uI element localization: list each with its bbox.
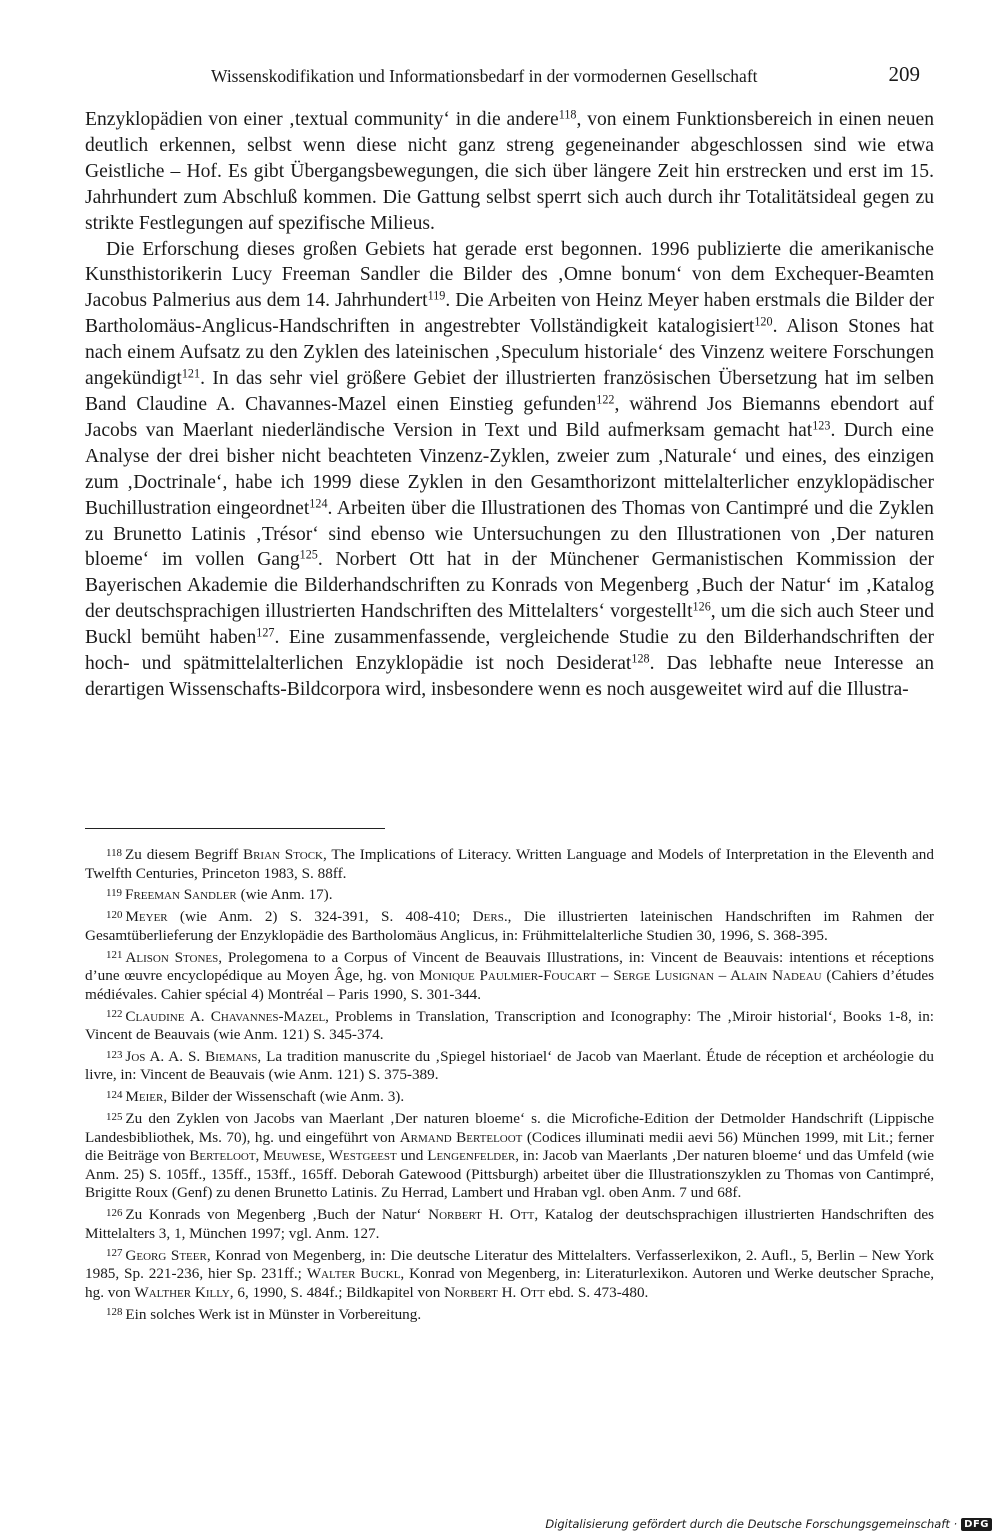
footnote-number: 120 <box>106 908 123 921</box>
author-name: Walter Buckl <box>306 1265 401 1283</box>
footnote-number: 121 <box>106 949 123 962</box>
text-run: , von einem Funktionsbereich in einen neuen deutlich erkennen, selbst wenn diese nicht ganz streng gegeneinander abgeschlossen sind wie etwa Geistliche – Hof. Es gibt Übergangsbewegungen, die sich über längere Zeit hin erstrecken und erst im 15. Jahrhundert zum Abschluß kommen. Die Gattung selbst sperrt sich auch durch ihr Totalitätsideal gegen zu strikte Festlegungen auf spezifische Milieus. <box>85 109 935 234</box>
text-run: Zu Konrads von Megenberg ‚Buch der Natur‘ <box>125 1206 429 1224</box>
footnote-128 <box>85 1306 934 1325</box>
footnote-119 <box>85 886 934 905</box>
footnote-ref[interactable]: 122 <box>596 392 615 407</box>
author-name: Brian Stock <box>242 846 323 863</box>
footnote-127 <box>85 1247 934 1303</box>
footnote-number: 119 <box>106 887 123 900</box>
author-name: Jos A. A. S. Biemans <box>125 1047 258 1065</box>
author-name: Lengenfelder <box>427 1147 516 1165</box>
main-text <box>85 107 934 703</box>
footnote-120 <box>85 908 934 945</box>
footnote-ref[interactable]: 120 <box>754 314 773 329</box>
text-run: Zu diesem Begriff <box>125 846 243 863</box>
text-run: , Problems in Translation, Transcription and Iconography: The ‚Miroir historial‘, Books 1-8, in: Vincent de Beauvais (wie Anm. 121) S. 345-374. <box>85 1007 935 1044</box>
text-run: . Eine zusammenfassende, vergleichende Studie zu den Bilderhandschriften der hoch- und spätmittelalterlichen Enzyklopädie ist noch Desiderat <box>85 627 934 675</box>
author-name: Monique Paulmier-Foucart – Serge Lusignan – Alain Nadeau <box>419 967 822 985</box>
page-number: 209 <box>888 62 920 86</box>
text-run: , Bilder der Wissenschaft (wie Anm. 3). <box>163 1088 405 1106</box>
footnote-ref[interactable]: 126 <box>692 599 711 614</box>
footnote-ref[interactable]: 121 <box>181 366 201 381</box>
text-run: ebd. S. 473-480. <box>544 1283 649 1301</box>
text-run: , Konrad von Megenberg, in: Literaturlexikon. Autoren und Werke deutscher Sprache, hg. von <box>85 1265 934 1301</box>
author-name: Georg Steer <box>125 1246 207 1264</box>
footnote-number: 128 <box>106 1306 123 1319</box>
footnote-126 <box>85 1206 934 1243</box>
footnote-124 <box>85 1088 934 1107</box>
footnote-ref[interactable]: 124 <box>309 495 328 510</box>
text-run: , Prolegomena to a Corpus of Vincent de Beauvais Illustrations, in: Vincent de Beauvais: intentions et réceptions d’une œuvre encyclopédique au Moyen Âge, hg. von <box>85 948 934 985</box>
footnote-number: 123 <box>106 1048 123 1061</box>
text-run: . Die Arbeiten von Heinz Meyer haben erstmals die Bilder der Bartholomäus-Anglicus-Handschriften in angestrebter Vollständigkeit katalogisiert <box>85 290 934 338</box>
author-name: Norbert H. Ott <box>428 1206 535 1224</box>
footnote-ref[interactable]: 127 <box>256 625 275 640</box>
footnote-122 <box>85 1008 934 1045</box>
footnotes <box>85 846 934 1327</box>
footnote-ref[interactable]: 118 <box>558 107 577 122</box>
text-run: Die Erforschung dieses großen Gebiets hat gerade erst begonnen. 1996 publizierte die amerikanische Kunsthistorikerin Lucy Freeman Sandler die Bilder des ‚Omne bonum‘ von dem Exchequer-Beamten Jacobus Palmerius aus dem 14. Jahrhundert <box>85 238 934 312</box>
text-run: . Norbert Ott hat in der Münchener Germanistischen Kommission der Bayerischen Akademie die Bilderhandschriften zu Konrads von Megenberg ‚Buch der Natur‘ im ‚Katalog der deutschsprachigen illustrierten Handschriften des Mittelalters‘ vorgestellt <box>85 549 934 623</box>
footnote-divider <box>85 828 385 829</box>
text-run: , 6, 1990, S. 484f.; Bildkapitel von <box>229 1283 445 1301</box>
text-run: Enzyklopädien von einer ‚textual community‘ in die andere <box>85 109 559 130</box>
credit-text: Digitalisierung gefördert durch die Deutsche Forschungsgemeinschaft · <box>545 1517 958 1531</box>
author-name: Alison Stones <box>125 948 219 966</box>
text-run: . In das sehr viel größere Gebiet der illustrierten französischen Übersetzung hat im selben Band Claudine A. Chavannes-Mazel einen Einstieg gefunden <box>85 368 934 415</box>
text-run: . Das lebhafte neue Interesse an derartigen Wissenschafts-Bildcorpora wird, insbesondere wenn es noch ausgeweitet wird auf die Illustra- <box>85 653 935 700</box>
footnote-121 <box>85 949 934 1005</box>
text-run: (wie Anm. 2) S. 324-391, S. 408-410; <box>167 908 473 926</box>
text-run: (Cahiers d’études médiévales. Cahier spécial 4) Montréal – Paris 1990, S. 301-344. <box>85 967 934 1003</box>
footnote-ref[interactable]: 123 <box>812 418 831 433</box>
author-name: Armand Berteloot <box>399 1128 523 1146</box>
text-run: . Arbeiten über die Illustrationen des Thomas von Cantimpré und die Zyklen zu Brunetto Latinis ‚Trésor‘ sind ebenso wie Untersuchungen zu den Illustrationen von ‚Der naturen bloeme‘ im vollen Gang <box>85 497 934 571</box>
text-run: , Die illustrierten lateinischen Handschriften im Rahmen der Gesamtüberlieferung der Enzyklopädie des Bartholomäus Anglicus, in: Frühmittelalterliche Studien 30, 1996, S. 368-395. <box>85 908 934 944</box>
author-name: Meyer <box>125 908 168 926</box>
paragraph-2 <box>85 237 934 703</box>
footnote-number: 125 <box>106 1110 123 1123</box>
dfg-logo: DFG <box>961 1518 992 1531</box>
text-run: und <box>396 1147 428 1165</box>
text-run: , während Jos Biemanns ebendort auf Jacobs van Maerlant niederländische Version in Text und Bild aufmerksam gemacht hat <box>85 393 934 441</box>
footnote-number: 126 <box>106 1206 123 1219</box>
text-run: , La tradition manuscrite du ‚Spiegel historiael‘ de Jacob van Maerlant. Étude de réception et archéologie du livre, in: Vincent de Beauvais (wie Anm. 121) S. 375-389. <box>85 1047 934 1084</box>
digitization-credit <box>545 1513 992 1535</box>
text-run: (Codices illuminati medii aevi 56) München 1999, mit Lit.; ferner die Beiträge von <box>85 1128 934 1165</box>
author-name: Norbert H. Ott <box>444 1283 545 1301</box>
footnote-number: 124 <box>106 1088 123 1101</box>
text-run: . Durch eine Analyse der drei bisher nicht beachteten Vinzenz-Zyklen, zweier zum ‚Naturale‘ und eines, des einzigen zum ‚Doctrinale‘, habe ich 1999 diese Zyklen in den Gesamthorizont mittelalterlicher enzyklopädischer Buchillustration eingeordnet <box>85 419 934 519</box>
paragraph-1 <box>85 107 934 237</box>
footnote-125 <box>85 1110 934 1203</box>
author-name: Meier <box>125 1088 164 1106</box>
footnote-number: 127 <box>106 1247 123 1260</box>
text-run: . Alison Stones hat nach einem Aufsatz zu den Zyklen des lateinischen ‚Speculum historiale‘ des Vinzenz weitere Forschungen angekündigt <box>85 316 934 390</box>
text-run: , in: Jacob van Maerlants ‚Der naturen bloeme‘ und das Umfeld (wie Anm. 25) S. 105ff., 135ff., 153ff., 165ff. Deborah Gatewood (Pittsburgh) arbeitet über die Illustrationszyklen zu Thomas von Cantimpré, Brigitte Roux (Genf) zu denen Brunetto Latinis. Zu Herrad, Lambert und Hraban vgl. oben Anm. 7 und 68f. <box>85 1147 934 1202</box>
footnote-123 <box>85 1048 934 1085</box>
text-run: Zu den Zyklen von Jacobs van Maerlant ‚Der naturen bloeme‘ s. die Microfiche-Edition der Detmolder Handschrift (Lippische Landesbibliothek, Ms. 70), hg. und eingeführt von <box>85 1110 934 1146</box>
footnote-number: 122 <box>106 1008 123 1021</box>
author-name: Ders. <box>472 908 508 926</box>
text-run: Ein solches Werk ist in Münster in Vorbereitung. <box>125 1305 422 1323</box>
author-name: Walther Killy <box>134 1283 230 1301</box>
text-run: , um die sich auch Steer und Buckl bemüht haben <box>85 601 934 649</box>
text-run: , Katalog der deutschsprachigen illustrierten Handschriften des Mittelalters 3, 1, München 1997; vgl. Anm. 127. <box>85 1206 934 1242</box>
author-name: Claudine A. Chavannes-Mazel <box>125 1007 326 1025</box>
footnote-118 <box>85 846 934 883</box>
text-run: , The Implications of Literacy. Written Language and Models of Interpretation in the Eleventh and Twelfth Centuries, Princeton 1983, S. 88ff. <box>85 846 934 882</box>
running-header <box>85 62 934 92</box>
footnote-number: 118 <box>106 846 123 859</box>
text-run: (wie Anm. 17). <box>236 886 333 904</box>
author-name: Berteloot, Meuwese, Westgeest <box>189 1147 397 1165</box>
footnote-ref[interactable]: 128 <box>631 651 650 666</box>
author-name: Freeman Sandler <box>125 886 237 904</box>
text-run: , Konrad von Megenberg, in: Die deutsche Literatur des Mittelalters. Verfasserlexikon, 2. Aufl., 5, Berlin – New York 1985, Sp. 221-236, hier Sp. 231ff.; <box>85 1246 934 1283</box>
footnote-ref[interactable]: 125 <box>299 547 318 562</box>
running-title: Wissenskodifikation und Informationsbedarf in der vormodernen Gesellschaft <box>211 66 758 86</box>
footnote-ref[interactable]: 119 <box>427 288 446 303</box>
